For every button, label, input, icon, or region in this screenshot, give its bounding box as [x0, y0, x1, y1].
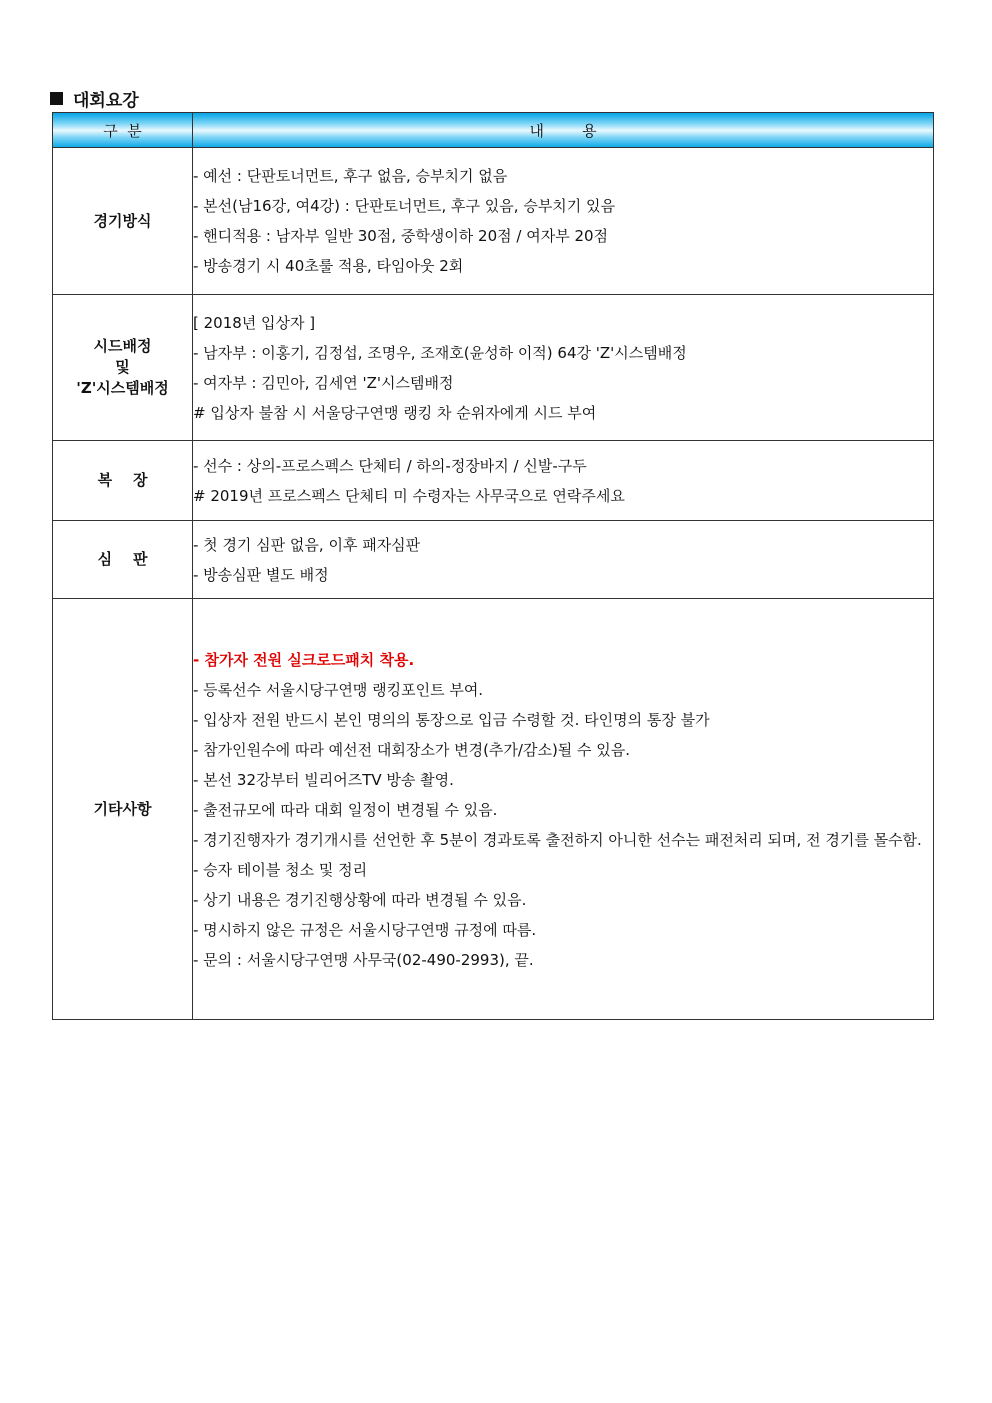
category-line: 및: [115, 358, 130, 376]
content-cell: [193, 148, 934, 295]
category-line: 시드배정: [93, 337, 152, 355]
category-cell: 복 장: [53, 441, 193, 521]
square-bullet-icon: [50, 92, 63, 105]
category-cell: 기타사항: [53, 599, 193, 1020]
content-line: - 방송경기 시 40초룰 적용, 타임아웃 2회: [193, 257, 464, 275]
content-cell: [193, 521, 934, 599]
content-line: - 여자부 : 김민아, 김세연 'Z'시스템배정: [193, 373, 454, 392]
content-line: - 상기 내용은 경기진행상황에 따라 변경될 수 있음.: [193, 891, 527, 909]
content-line: - 핸디적용 : 남자부 일반 30점, 중학생이하 20점 / 여자부 20점: [193, 227, 609, 245]
table-row-referee: [53, 521, 934, 599]
content-cell: [193, 441, 934, 521]
content-line: - 참가인원수에 따라 예선전 대회장소가 변경(추가/감소)될 수 있음.: [193, 741, 631, 759]
category-cell: [53, 295, 193, 441]
content-line: - 본선 32강부터 빌리어즈TV 방송 촬영.: [193, 771, 454, 789]
table-row-dress-code: [53, 441, 934, 521]
content-line: - 승자 테이블 청소 및 정리: [193, 861, 368, 879]
tournament-info-table: [52, 112, 934, 1020]
content-line: - 남자부 : 이홍기, 김정섭, 조명우, 조재호(윤성하 이적) 64강 'Z'시스템배정: [193, 343, 687, 362]
section-heading: [50, 86, 139, 111]
content-line: - 선수 : 상의-프로스펙스 단체티 / 하의-정장바지 / 신발-구두: [193, 456, 587, 475]
category-line: 'Z'시스템배정: [76, 379, 169, 397]
highlight-line: - 참가자 전원 실크로드패치 착용.: [193, 651, 415, 669]
table-header-row: [53, 113, 934, 148]
content-line: - 명시하지 않은 규정은 서울시당구연맹 규정에 따름.: [193, 921, 537, 939]
content-line: # 2019년 프로스펙스 단체티 미 수령자는 사무국으로 연락주세요: [193, 486, 625, 505]
content-line: - 첫 경기 심판 없음, 이후 패자심판: [193, 535, 421, 554]
content-cell: [193, 295, 934, 441]
content-line: - 방송심판 별도 배정: [193, 565, 329, 584]
header-content: 내 용: [193, 113, 934, 148]
section-title: 대회요강: [73, 91, 139, 111]
content-line: - 출전규모에 따라 대회 일정이 변경될 수 있음.: [193, 801, 498, 819]
content-line: - 등록선수 서울시당구연맹 랭킹포인트 부여.: [193, 681, 484, 699]
content-line: - 본선(남16강, 여4강) : 단판토너먼트, 후구 있음, 승부치기 있음: [193, 197, 616, 215]
content-line: [ 2018년 입상자 ]: [193, 313, 316, 332]
table-row-misc: [53, 599, 934, 1020]
table-row-match-format: [53, 148, 934, 295]
content-line: # 입상자 불참 시 서울당구연맹 랭킹 차 순위자에게 시드 부여: [193, 403, 597, 422]
content-line: - 예선 : 단판토너먼트, 후구 없음, 승부치기 없음: [193, 167, 508, 185]
content-cell: [193, 599, 934, 1020]
category-cell: 심 판: [53, 521, 193, 599]
table-row-seeding: [53, 295, 934, 441]
content-line: - 경기진행자가 경기개시를 선언한 후 5분이 경과토록 출전하지 아니한 선수는 패전처리 되며, 전 경기를 몰수함.: [193, 831, 922, 849]
content-line: - 입상자 전원 반드시 본인 명의의 통장으로 입금 수령할 것. 타인명의 통장 불가: [193, 711, 710, 729]
category-cell: 경기방식: [53, 148, 193, 295]
content-line: - 문의 : 서울시당구연맹 사무국(02-490-2993), 끝.: [193, 951, 534, 969]
header-category: 구 분: [53, 113, 193, 148]
